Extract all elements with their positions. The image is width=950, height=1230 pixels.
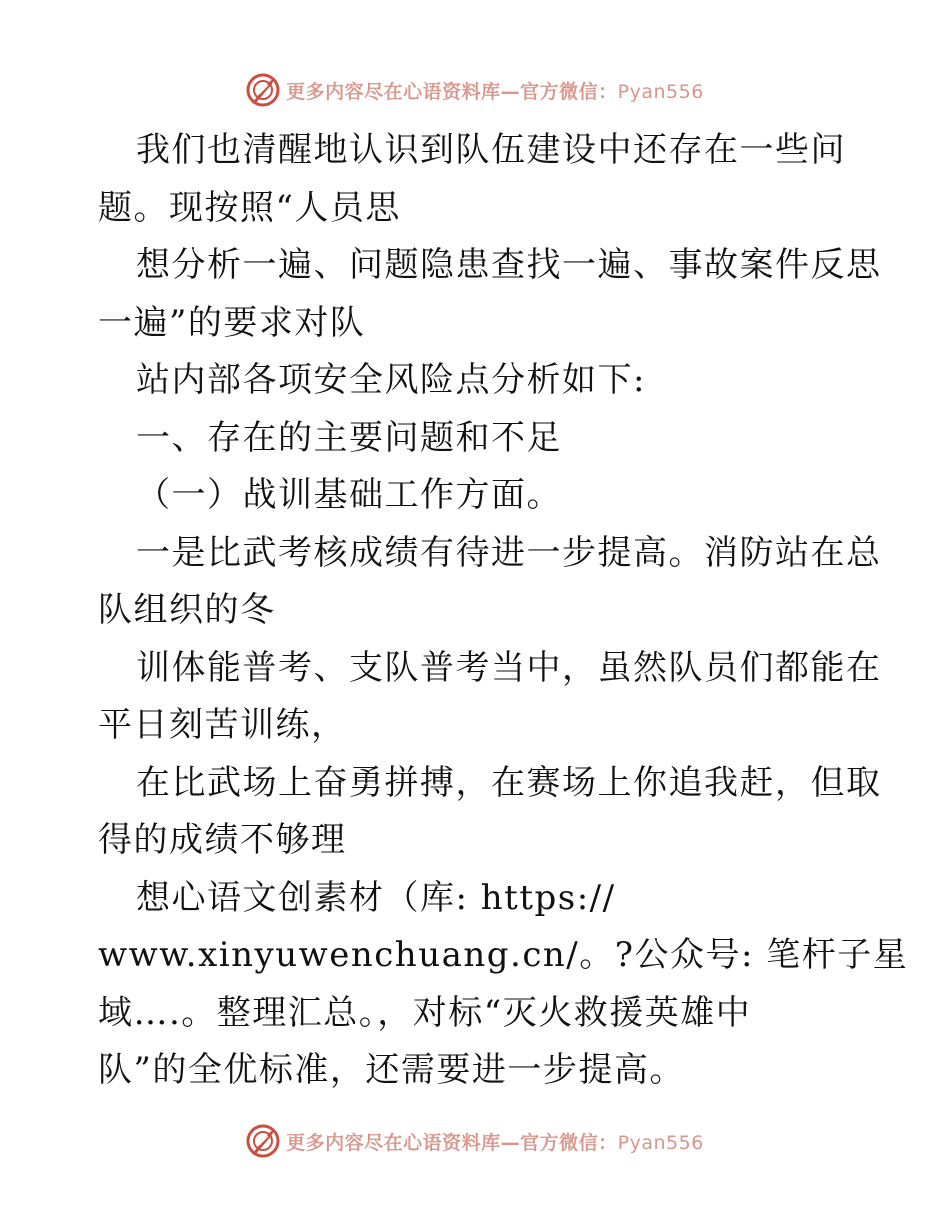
paragraph-line: 域….。整理汇总。，对标“灭火救援英雄中 (98, 992, 752, 1033)
paragraph-line: 站内部各项安全风险点分析如下: (136, 360, 646, 400)
paragraph-line: 我们也清醒地认识到队伍建设中还存在一些问 (136, 130, 846, 170)
document-body (98, 122, 909, 1100)
watermark-text: 更多内容尽在心语资料库—官方微信：Pyan556 (286, 80, 704, 103)
paragraph-line: 想心语文创素材（库: https:// (136, 877, 616, 918)
subsection-heading: （一）战训基础工作方面。 (136, 475, 562, 515)
feather-pen-seal-icon (246, 1124, 280, 1158)
section-heading: 一、存在的主要问题和不足 (136, 417, 562, 458)
paragraph-line: 训体能普考、支队普考当中，虽然队员们都能在 (136, 647, 882, 688)
watermark-wechat-id: Pyan556 (617, 1131, 704, 1154)
paragraph-line: 题。现按照“人员思 (98, 187, 401, 228)
paragraph-line: 队”的全优标准，还需要进一步提高。 (98, 1050, 685, 1090)
watermark-wechat-id: Pyan556 (617, 80, 704, 103)
feather-pen-seal-icon (246, 73, 280, 107)
header-watermark (0, 70, 950, 110)
footer-watermark (0, 1121, 950, 1161)
paragraph-line: 一是比武考核成绩有待进一步提高。消防站在总 (136, 532, 882, 573)
paragraph-line: 得的成绩不够理 (98, 820, 347, 860)
paragraph-line: 平日刻苦训练， (98, 705, 347, 745)
paragraph-line-url: www.xinyuwenchuang.cn/。?公众号: 笔杆子星 (98, 935, 909, 975)
watermark-text: 更多内容尽在心语资料库—官方微信：Pyan556 (286, 1131, 704, 1154)
paragraph-line: 想分析一遍、问题隐患查找一遍、事故案件反思 (136, 245, 882, 285)
paragraph-line: 一遍”的要求对队 (98, 302, 366, 343)
paragraph-line: 队组织的冬 (98, 590, 276, 630)
paragraph-line: 在比武场上奋勇拼搏，在赛场上你追我赶，但取 (136, 762, 882, 803)
